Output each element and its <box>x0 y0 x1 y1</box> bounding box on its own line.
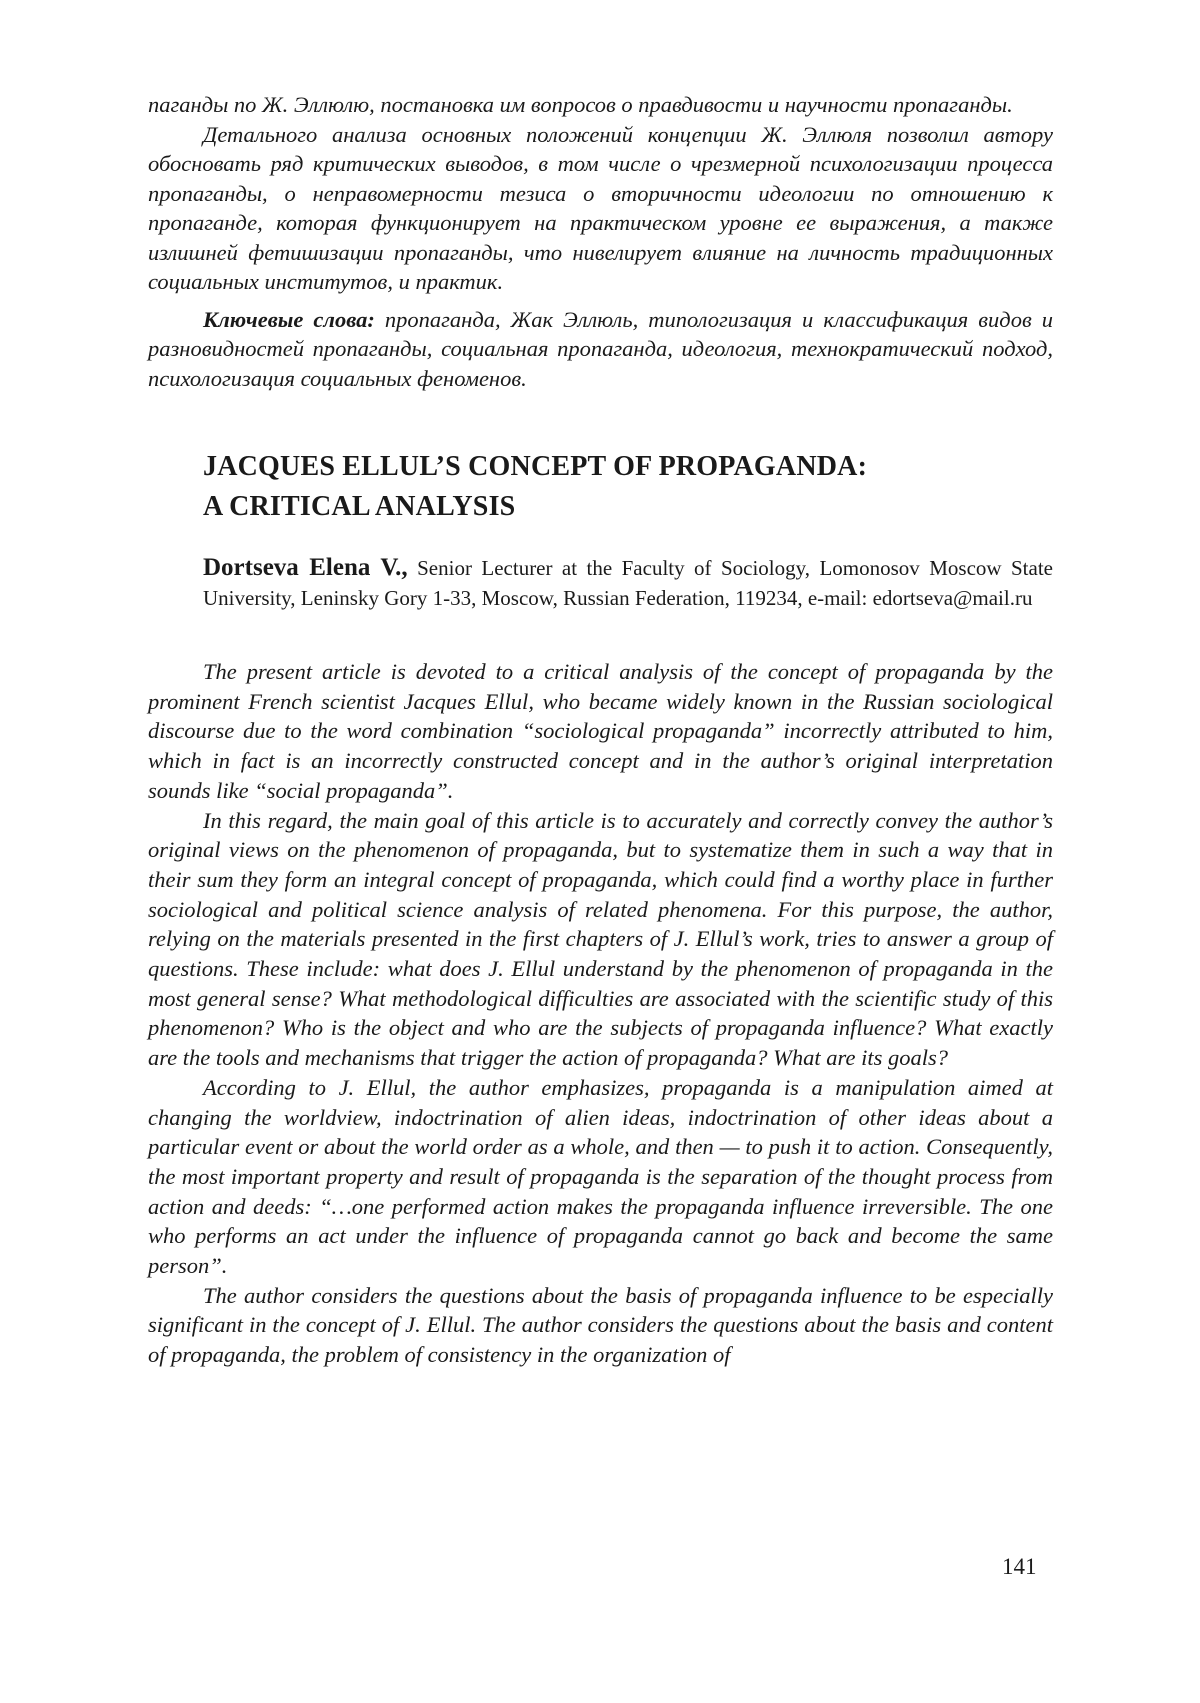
author-name: Dortseva Elena V., <box>203 554 408 581</box>
abstract-paragraph: The present article is devoted to a critical analysis of the concept of propaganda by the prominent French scientist Jacques Ellul, who became widely known in the Russian sociological discourse due to the word combination “sociological propaganda” incorrectly attributed to him, which in fact is an incorrectly constructed concept and in the author’s original interpretation sounds like “social propaganda”. <box>148 659 1053 803</box>
article-title <box>148 447 1053 527</box>
keywords-label: Ключевые слова: <box>203 306 375 332</box>
russian-paragraph-continued: паганды по Ж. Эллюлю, постановка им вопросов о правдивости и научности пропаганды. <box>148 92 1013 117</box>
article-title-line-1: JACQUES ELLUL’S CONCEPT OF PROPAGANDA: <box>203 451 868 482</box>
abstract-paragraph: According to J. Ellul, the author emphasizes, propaganda is a manipulation aimed at changing the worldview, indoctrination of alien ideas, indoctrination of other ideas about a particular event or about the world order as a whole, and then — to push it to action. Consequently, the most important property and result of propaganda is the separation of the thought process from action and deeds: “…one performed action makes the propaganda influence irreversible. The one who performs an act under the influence of propaganda cannot go back and become the same person”. <box>148 1074 1053 1279</box>
russian-paragraph-conclusions: Детального анализа основных положений концепции Ж. Эллюля позволил автору обосновать ряд критических выводов, в том числе о чрезмерной психологизации процесса пропаганды, о неправомерности тезиса о вторичности идеологии по отношению к пропаганде, которая функционирует на практическом уровне ее выражения, а также излишней фетишизации пропаганды, что нивелирует влияние на личность традиционных социальных институтов, и практик. <box>148 121 1053 294</box>
abstract-paragraph: In this regard, the main goal of this article is to accurately and correctly convey the author’s original views on the phenomenon of propaganda, but to systematize them in such a way that in their sum they form an integral concept of propaganda, which could find a worthy place in further sociological and political science analysis of related phenomena. For this purpose, the author, relying on the materials presented in the first chapters of J. Ellul’s work, tries to answer a group of questions. These include: what does J. Ellul understand by the phenomenon of propaganda in the most general sense? What methodological difficulties are associated with the scientific study of this phenomenon? Who is the object and who are the subjects of propaganda influence? What exactly are the tools and mechanisms that trigger the action of propaganda? What are its goals? <box>148 807 1053 1071</box>
author-info <box>148 553 1053 613</box>
page-body <box>148 90 1053 1370</box>
author-details: Senior Lecturer at the Faculty of Sociology, Lomonosov Moscow State University, Leninsky Gory 1-33, Moscow, Russian Federation, 119234, e-mail: edortseva@mail.ru <box>203 556 1053 610</box>
page-number: 141 <box>1002 1554 1037 1579</box>
russian-keywords <box>148 305 1053 394</box>
article-title-line-2: A CRITICAL ANALYSIS <box>203 491 516 522</box>
english-abstract <box>148 657 1053 1370</box>
keywords-text: пропаганда, Жак Эллюль, типологизация и классификация видов и разновидностей пропаганды, социальная пропаганда, идеология, технократический подход, психологизация социальных феноменов. <box>148 306 1053 391</box>
abstract-paragraph: The author considers the questions about the basis of propaganda influence to be especially significant in the concept of J. Ellul. The author considers the questions about the basis and content of propaganda, the problem of consistency in the organization of <box>148 1282 1053 1368</box>
